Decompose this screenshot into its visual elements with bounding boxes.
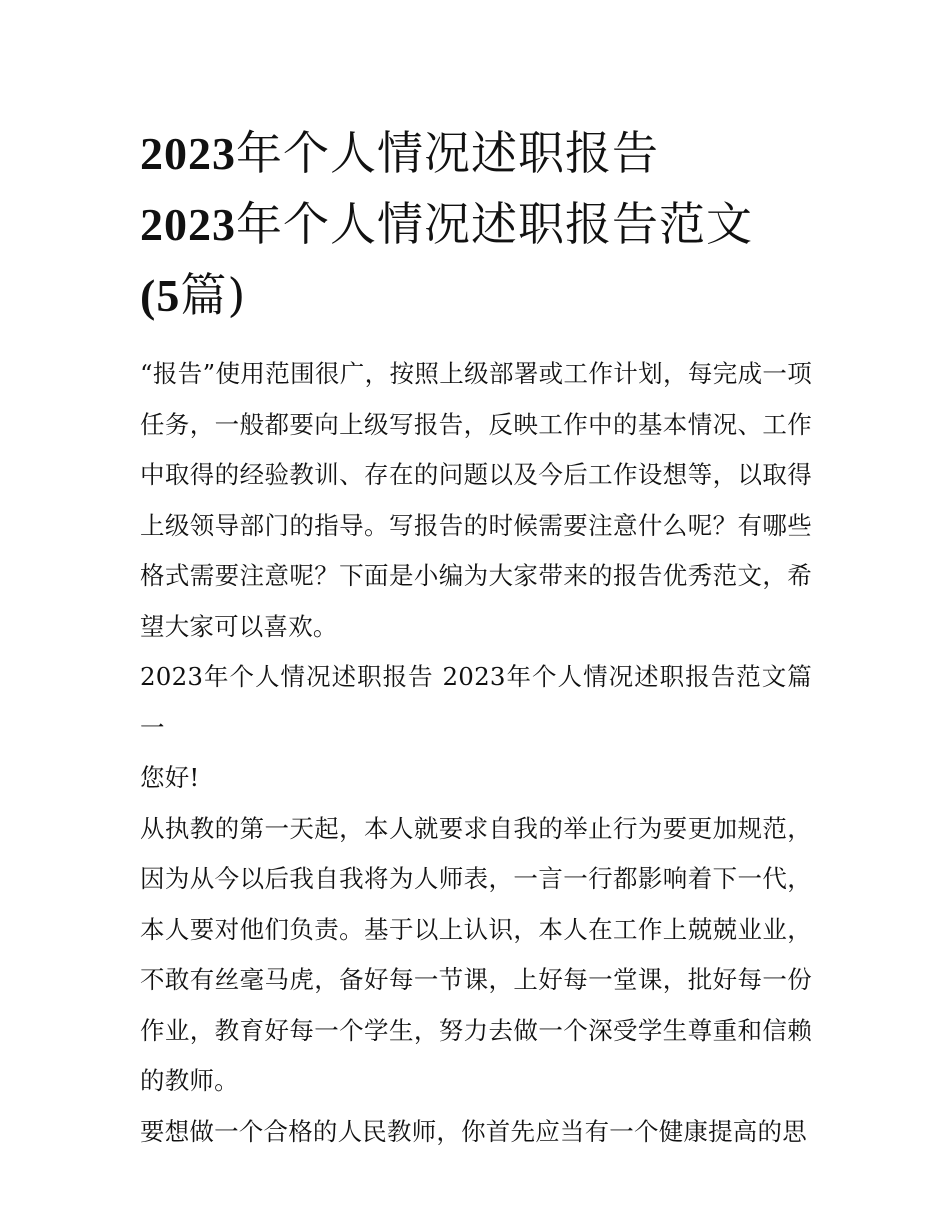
salutation: 您好!: [140, 763, 200, 792]
body-paragraph: 要想做一个合格的人民教师，你首先应当有一个健康提高的思: [140, 1116, 807, 1146]
title-line-1-number: 2023: [140, 128, 236, 179]
document-page: [140, 118, 812, 1157]
title-line-2-text: 年个人情况述职报告范文: [236, 197, 753, 251]
document-body: [140, 349, 812, 1157]
title-line-1: [140, 118, 812, 189]
document-title: [140, 118, 812, 331]
title-line-3-number: (5: [140, 270, 181, 321]
title-line-2-number: 2023: [140, 199, 236, 250]
title-line-1-text: 年个人情况述职报告: [236, 126, 659, 180]
section-heading: 2023年个人情况述职报告 2023年个人情况述职报告范文篇一: [140, 662, 812, 742]
title-line-3: [140, 260, 812, 331]
title-line-2: [140, 189, 812, 260]
title-line-3-text: 篇): [180, 268, 247, 322]
body-paragraph: 从执教的第一天起，本人就要求自我的举止行为要更加规范，因为从今以后我自我将为人师表，一言一行都影响着下一代，本人要对他们负责。基于以上认识，本人在工作上兢兢业业，不敢有丝毫马虎，备好每一节课，上好每一堂课，批好每一份作业，教育好每一个学生，努力去做一个深受学生尊重和信赖的教师。: [140, 813, 812, 1095]
intro-paragraph: “报告”使用范围很广，按照上级部署或工作计划，每完成一项任务，一般都要向上级写报告，反映工作中的基本情况、工作中取得的经验教训、存在的问题以及今后工作设想等，以取得上级领导部门的指导。写报告的时候需要注意什么呢？有哪些格式需要注意呢？下面是小编为大家带来的报告优秀范文，希望大家可以喜欢。: [140, 359, 812, 641]
